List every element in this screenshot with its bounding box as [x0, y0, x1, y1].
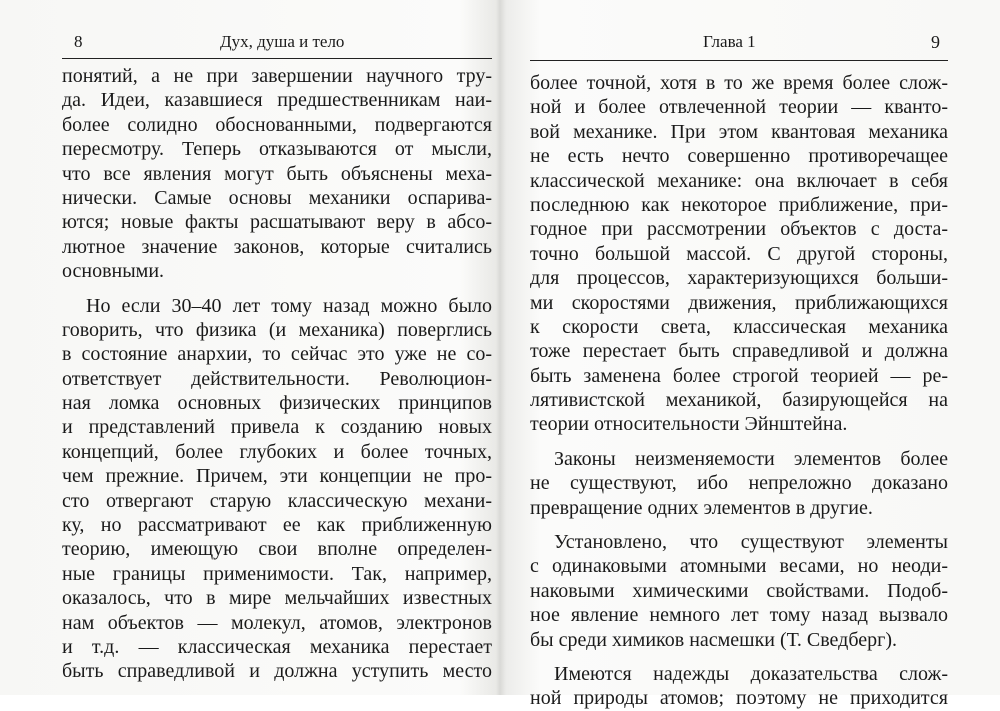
text-line: более солидно обоснованными, подвергаются [62, 113, 492, 136]
paragraph [530, 447, 948, 520]
text-line: Установлено, что существуют элементы [554, 531, 948, 554]
body-text-right [530, 71, 948, 711]
left-page [62, 0, 492, 695]
text-line: лютное значение законов, которые считались [62, 235, 492, 258]
running-head-left [62, 30, 492, 54]
text-line: ку, но рассматривают ее как приближенную [62, 514, 492, 537]
text-line: чем прежние. Причем, эти концепции не про- [62, 465, 492, 488]
text-line: Но если 30–40 лет тому назад можно было [86, 294, 492, 317]
page-number: 9 [931, 32, 940, 52]
text-line: быть заменена более строгой теорией — ре- [530, 364, 948, 387]
text-line: ные границы применимости. Так, например, [62, 562, 492, 585]
text-line: концепций, более глубоких и более точных, [62, 440, 492, 463]
text-line: бы среди химиков насмешки (Т. Сведберг). [530, 628, 897, 651]
text-line: да. Идеи, казавшиеся предшественникам наи- [62, 89, 492, 112]
right-page [530, 0, 948, 710]
text-line: к скорости света, классическая механика [530, 315, 948, 338]
text-line: быть справедливой и должна уступить место [62, 660, 492, 683]
text-line: пересмотру. Теперь отказываются от мысли, [62, 138, 492, 161]
text-line: превращение одних элементов в другие. [530, 496, 873, 519]
text-line: оказалось, что в мире мельчайших известных [62, 587, 492, 610]
body-text-left [62, 64, 492, 684]
text-line: сто отвергают старую классическую механи- [62, 489, 492, 512]
paragraph [62, 294, 492, 684]
text-line: не есть нечто совершенно противоречащее [530, 145, 948, 168]
text-line: лятивистской механикой, базирующейся на [530, 389, 948, 412]
text-line: в состояние анархии, то сейчас это уже не со- [62, 343, 492, 366]
text-line: ной и более отвлеченной теории — кванто- [530, 96, 948, 119]
text-line: нам объектов — молекул, атомов, электронов [62, 611, 492, 634]
text-line: и т.д. — классическая механика перестает [62, 635, 492, 658]
text-line: точно большой массой. С другой стороны, [530, 242, 948, 265]
text-line: теорию, имеющую свои вполне определен- [62, 538, 492, 561]
text-line: и представлений привела к созданию новых [62, 416, 492, 439]
text-line: ются; новые факты расшатывают веру в абсо- [62, 211, 492, 234]
text-line: ное явление немного лет тому назад вызвало [530, 604, 948, 627]
paragraph [530, 71, 948, 437]
header-rule [62, 58, 492, 59]
text-line: основными. [62, 260, 165, 283]
paragraph [530, 530, 948, 652]
text-line: ная ломка основных физических принципов [62, 392, 492, 415]
text-line: Законы неизменяемости элементов более [554, 447, 948, 470]
text-line: наковыми химическими свойствами. Подоб- [530, 579, 948, 602]
page-number: 8 [74, 32, 83, 51]
running-title: Дух, душа и тело [220, 32, 345, 51]
header-rule [530, 60, 948, 61]
text-line: что все явления могут быть объяснены меха- [62, 162, 492, 185]
text-line: последнюю как некоторое приближение, при- [530, 193, 948, 216]
paragraph [62, 64, 492, 284]
text-line: теории относительности Эйнштейна. [530, 413, 848, 436]
text-line: нически. Самые основы механики оспарива- [62, 186, 492, 209]
text-line: тоже перестает быть справедливой и должна [530, 340, 948, 363]
text-line: ной природы атомов; поэтому не приходится [530, 687, 948, 710]
text-line: понятий, а не при завершении научного тру- [62, 65, 492, 87]
text-line: ми скоростями движения, приближающихся [530, 291, 948, 314]
text-line: вой механике. При этом квантовая механика [530, 120, 948, 143]
text-line: Имеются надежды доказательства слож- [554, 662, 948, 685]
text-line: годное при рассмотрении объектов с доста- [530, 218, 948, 241]
text-line: говорить, что физика (и механика) поверглись [62, 318, 492, 341]
running-head-right [530, 30, 948, 54]
text-line: классической механике: она включает в себя [530, 169, 948, 192]
text-line: с одинаковыми атомными весами, но неоди- [530, 555, 948, 578]
text-line: ответствует действительности. Революцион- [62, 367, 492, 390]
text-line: для процессов, характеризующихся больши- [530, 267, 948, 290]
text-line: не существуют, ибо непреложно доказано [530, 472, 948, 495]
paragraph [530, 662, 948, 711]
text-line: более точной, хотя в то же время более слож- [530, 72, 948, 94]
running-title: Глава 1 [703, 32, 756, 51]
